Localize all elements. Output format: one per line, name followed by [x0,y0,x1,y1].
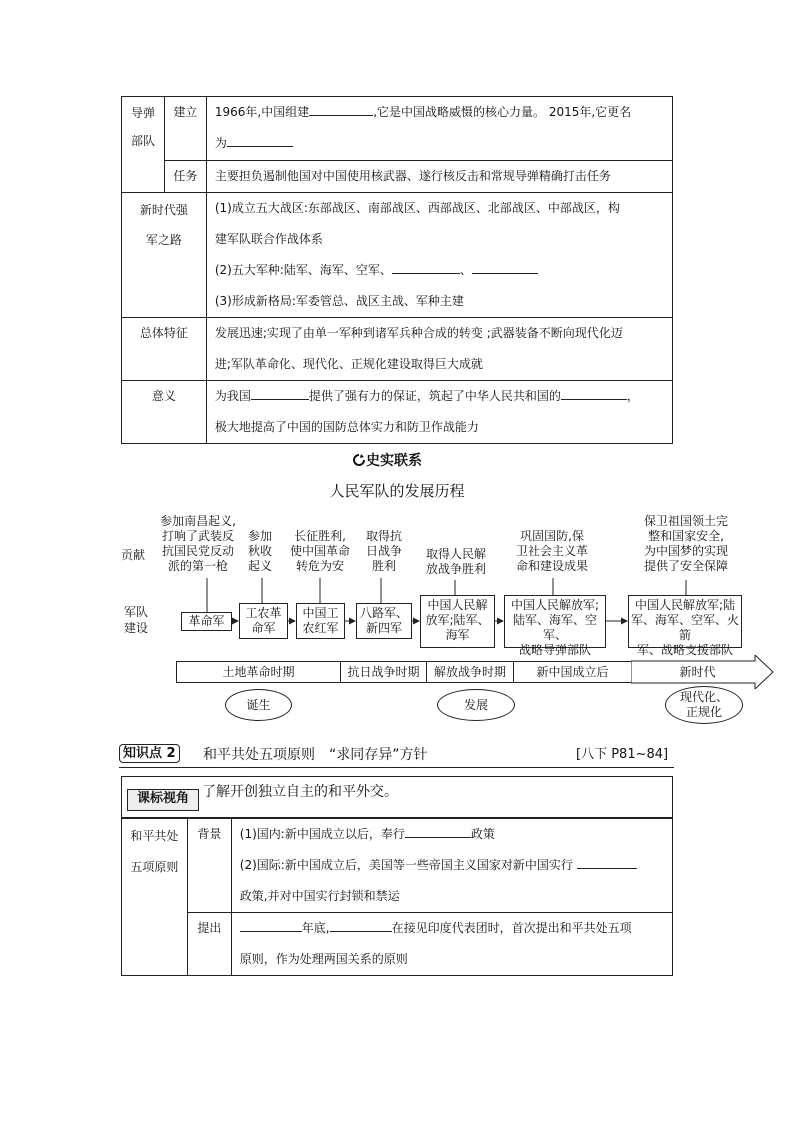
contribution-item: 取得人民解 放战争胜利 [425,547,486,576]
page-reference: [八下 P81~84] [576,747,669,762]
missile-force-label: 导弹 部队 [122,97,165,193]
period-segment: 土地革命时期 [176,661,341,683]
significance-label: 意义 [122,381,207,444]
blank-field[interactable] [240,917,302,932]
task-label: 任务 [164,161,206,193]
stage-oval: 诞生 [225,689,292,721]
diagram-title: 人民军队的发展历程 [329,482,465,500]
contribution-item: 参加南昌起义, 打响了武装反 抗国民党反动 派的第一枪 [160,514,236,573]
section-title: 和平共处五项原则 “求同存异”方针 [203,747,428,763]
history-link-heading: 史实联系 [352,452,422,470]
army-box: 工农革 命军 [239,603,288,639]
period-segment: 抗日战争时期 [340,661,427,683]
curriculum-box [121,776,673,818]
establish-text: 1966年,中国组建 ,它是中国战略威慑的核心力量。 2015年,它更名 为 [206,97,672,161]
contribution-item: 保卫祖国领土完 整和国家安全, 为中国梦的实现 提供了安全保障 [643,514,728,573]
army-box: 中国工 农红军 [296,603,345,639]
background-text: (1)国内:新中国成立以后，奉行 政策 (2)国际:新中国成立后，美国等一些帝国主义国家对新中国实行 政策,并对中国实行封锁和禁运 [231,819,672,913]
proposal-label: 提出 [187,913,231,976]
establish-label: 建立 [164,97,206,161]
stage-oval: 发展 [437,689,515,721]
contribution-item: 巩固国防,保 卫社会主义革 命和建设成果 [515,529,588,573]
army-box: 革命军 [181,612,232,631]
curriculum-label: 课标视角 [127,789,199,811]
period-segment: 新中国成立后 [513,661,632,683]
section-divider [119,767,674,768]
period-segment: 新时代 [679,665,716,679]
new-era-label: 新时代强 军之路 [122,193,207,318]
army-box: 八路军、 新四军 [356,603,412,639]
task-text: 主要担负遏制他国对中国使用核武器、遂行核反击和常规导弹精确打击任务 [206,161,672,193]
blank-field[interactable] [405,823,471,838]
new-era-text: (1)成立五大战区:东部战区、南部战区、西部战区、北部战区、中部战区，构 建军队联合作战体系 (2)五大军种:陆军、海军、空军、 、 (3)形成新格局:军委管总、战区主战、军种主建 [206,193,672,318]
overall-label: 总体特征 [122,318,207,381]
knowledge-point-badge: 知识点 2 [119,744,180,763]
peace-principles-label: 和平共处 五项原则 [122,819,188,976]
army-box: 中国人民解放军; 陆军、海军、空军、 战略导弹部队 [504,595,606,648]
peace-principles-table [121,818,673,976]
proposal-text: 年底, 在接见印度代表团时，首次提出和平共处五项 原则，作为处理两国关系的原则 [231,913,672,976]
army-box: 中国人民解 放军;陆军、 海军 [420,595,495,648]
significance-text: 为我国 提供了强有力的保证，筑起了中华人民共和国的 ， 极大地提高了中国的国防总体实力和防卫作战能力 [206,381,672,444]
contribution-item: 取得抗 日战争 胜利 [365,529,402,573]
blank-field[interactable] [577,854,637,869]
curriculum-text: 了解开创独立自主的和平外交。 [202,784,398,800]
period-segment: 解放战争时期 [426,661,514,683]
contribution-row-label: 贡献 [120,548,145,562]
blank-field[interactable] [330,917,392,932]
army-box: 中国人民解放军;陆 军、海军、空军、火箭 军、战略支援部队 [628,595,742,648]
stage-oval: 现代化、 正规化 [665,686,743,724]
contribution-item: 参加 秋收 起义 [247,529,272,573]
background-label: 背景 [187,819,231,913]
army-row-label: 军队 建设 [123,605,148,635]
overall-text: 发展迅速;实现了由单一军种到诸军兵种合成的转变 ;武器装备不断向现代化迈 进;军队革命化、现代化、正规化建设取得巨大成就 [206,318,672,381]
contribution-item: 长征胜利, 使中国革命 转危为安 [289,529,350,573]
